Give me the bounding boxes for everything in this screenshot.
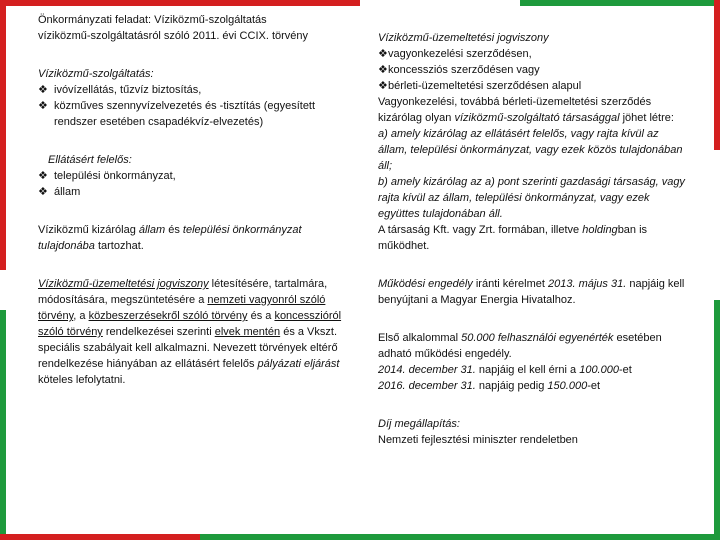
frame-bottom-red — [0, 534, 200, 540]
relationship-item-text: vagyonkezelési szerződésen, — [388, 48, 532, 60]
license-text: -et — [618, 364, 632, 376]
license-2016 — [378, 378, 690, 394]
contract-paragraph — [378, 94, 690, 126]
diamond-bullet-icon: ❖ — [38, 100, 48, 112]
frame-right-green — [714, 300, 720, 540]
target-150000: 150.000 — [547, 380, 588, 392]
operating-permit: Működési engedély — [378, 278, 473, 290]
license-2014 — [378, 362, 690, 378]
license-text: -et — [587, 380, 601, 392]
diamond-bullet-icon: ❖ — [378, 80, 388, 92]
principles: elvek mentén — [214, 326, 281, 338]
license-text: esetében adható működési engedély. — [378, 332, 662, 360]
company-form — [378, 222, 690, 254]
relationship-item-text: koncessziós szerződésen vagy — [388, 64, 540, 76]
legal-text: rendelkezései szerinti — [102, 326, 215, 338]
permit-paragraph — [378, 276, 690, 308]
frame-left-red — [0, 0, 6, 270]
responsible-item — [38, 184, 356, 200]
utility-company: víziközmű-szolgáltató társasággal — [454, 112, 620, 124]
contract-text: Vagyonkezelési, továbbá bérleti-üzemeltetési szerződés kizárólag olyan — [378, 96, 652, 124]
relationship-item — [378, 62, 690, 78]
license-text: napjáig pedig — [475, 380, 548, 392]
user-equivalent: 50.000 felhasználói egyenérték — [461, 332, 614, 344]
diamond-bullet-icon: ❖ — [378, 48, 388, 60]
frame-bottom-green — [200, 534, 720, 540]
service-title: Víziközmű-szolgáltatás: — [38, 68, 154, 80]
legal-text: létesítésére, tartalmára, módosítására, megszüntetésére a — [38, 278, 328, 306]
relationship-item — [378, 78, 690, 94]
responsible-title: Ellátásért felelős: — [48, 154, 132, 166]
legal-text: és a — [247, 310, 275, 322]
left-column — [38, 12, 356, 388]
condition-a: a) amely kizárólag az ellátásért felelős, vagy rajta kívül az állam, települési önkormányzat, vagy ezek közös tulajdonában áll; — [378, 128, 683, 172]
right-title: Víziközmű-üzemeltetési jogviszony — [378, 32, 549, 44]
ownership-text: Víziközmű kizárólag — [38, 224, 139, 236]
permit-text: napjáig kell benyújtani a Magyar Energia Hivatalhoz. — [378, 278, 685, 306]
license-text: napjáig el kell érni a — [475, 364, 580, 376]
condition-b: b) amely kizárólag az a) pont szerinti gazdasági társaság, vagy rajta kívül az állam, települési önkormányzat, vagy ezek együttes tulajdonában áll. — [378, 176, 685, 220]
target-100000: 100.000 — [579, 364, 619, 376]
frame-top-green — [520, 0, 720, 6]
frame-top-white — [360, 0, 520, 6]
responsible-item — [38, 168, 356, 184]
company-form-text: A társaság Kft. vagy Zrt. formában, illetve — [378, 224, 583, 236]
fee-title: Díj megállapítás: — [378, 418, 460, 430]
diamond-bullet-icon: ❖ — [38, 186, 48, 198]
ownership-text: és — [165, 224, 183, 236]
permit-text: iránti kérelmet — [472, 278, 548, 290]
header-line-1: Önkormányzati feladat: Víziközmű-szolgáltatás — [38, 14, 267, 26]
contract-text: jöhet létre: — [619, 112, 674, 124]
diamond-bullet-icon: ❖ — [38, 84, 48, 96]
diamond-bullet-icon: ❖ — [378, 64, 388, 76]
deadline-2014: 2014. december 31. — [378, 364, 476, 376]
tender-procedure: pályázati eljárást — [257, 358, 340, 370]
frame-right-red — [714, 0, 720, 150]
service-item — [38, 98, 356, 130]
deadline-2016: 2016. december 31. — [378, 380, 476, 392]
responsible-item-text: állam — [54, 186, 81, 198]
header-line-2: víziközmű-szolgáltatásról szóló 2011. évi CCIX. törvény — [38, 30, 309, 42]
ownership-municipality: települési önkormányzat tulajdonába — [38, 224, 302, 252]
license-text: Első alkalommal — [378, 332, 462, 344]
concession-law: koncesszióról szóló törvény — [38, 310, 342, 338]
legal-text: , a — [73, 310, 89, 322]
right-column — [378, 30, 690, 448]
national-assets-law: nemzeti vagyonról szóló törvény — [38, 294, 326, 322]
ownership-state: állam — [138, 224, 166, 236]
diamond-bullet-icon: ❖ — [38, 170, 48, 182]
frame-left-white — [0, 270, 6, 310]
service-item — [38, 82, 356, 98]
responsible-item-text: települési önkormányzat, — [54, 170, 176, 182]
relationship-item — [378, 46, 690, 62]
legal-relationship: Víziközmű-üzemeltetési jogviszony — [38, 278, 209, 290]
frame-right-white — [714, 150, 720, 300]
frame-left-green — [0, 310, 6, 540]
legal-paragraph — [38, 276, 356, 388]
service-item-text: közműves szennyvízelvezetés és -tisztítás (egyesített rendszer esetében csapadékvíz-elvezetés) — [54, 100, 316, 128]
ownership-text: tartozhat. — [94, 240, 144, 252]
holding-term: holding — [582, 224, 618, 236]
fee-text: Nemzeti fejlesztési miniszter rendeletben — [378, 434, 578, 446]
procurement-law: közbeszerzésekről szóló törvény — [88, 310, 248, 322]
ownership-paragraph — [38, 222, 356, 254]
license-paragraph — [378, 330, 690, 362]
relationship-item-text: bérleti-üzemeltetési szerződésen alapul — [388, 80, 582, 92]
frame-top-red — [0, 0, 360, 6]
company-form-text: ban is működhet. — [378, 224, 648, 252]
legal-text: köteles lefolytatni. — [38, 374, 126, 386]
legal-text: és a Vkszt. speciális szabályait kell alkalmazni. Nevezett törvények eltérő rendelkezése hiányában az ellátásért felelős — [38, 326, 338, 370]
permit-deadline: 2013. május 31. — [548, 278, 627, 290]
service-item-text: ivóvízellátás, tűzvíz biztosítás, — [54, 84, 202, 96]
